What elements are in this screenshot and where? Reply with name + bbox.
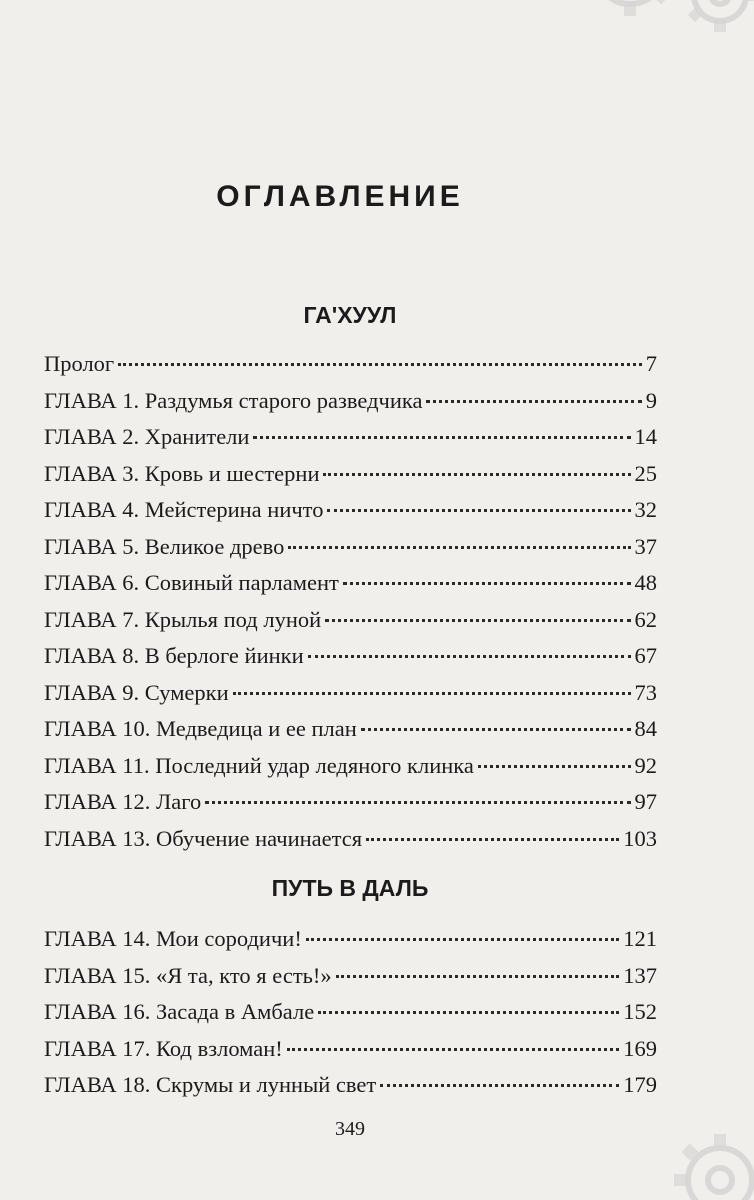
dot-leader [288,546,630,549]
toc-entry[interactable] [44,565,657,602]
dot-leader [233,692,631,695]
toc-entry-page: 92 [634,752,657,778]
toc-entry-label: ГЛАВА 13. Обучение начинается [44,825,363,851]
toc-entry-label: ГЛАВА 7. Крылья под луной [44,606,322,632]
toc-entry[interactable] [44,1067,657,1104]
page-number: 349 [335,1118,365,1140]
corner-gear-top-icon [560,0,754,60]
toc-entry-page: 14 [634,424,657,449]
toc-entry-page: 84 [634,716,657,741]
toc-entry[interactable] [44,675,657,712]
dot-leader [323,473,630,476]
toc-entry-page: 73 [634,679,657,705]
page-title: ОГЛАВЛЕНИЕ [216,180,464,213]
toc-entry[interactable] [44,638,657,675]
dot-leader [287,1048,619,1051]
toc-entry-page: 67 [634,643,657,668]
toc-entry-page: 169 [623,1035,657,1061]
toc-entry[interactable] [44,784,657,821]
dot-leader [343,582,631,585]
toc-entry[interactable] [44,383,657,420]
toc-entry-page: 97 [634,789,657,814]
toc-list [44,921,657,1104]
toc-entry-label: ГЛАВА 15. «Я та, кто я есть!» [44,962,332,988]
toc-entry-label: ГЛАВА 17. Код взломан! [44,1035,283,1061]
dot-leader [318,1011,619,1014]
section-heading: ПУТЬ В ДАЛЬ [271,875,429,901]
dot-leader [361,728,631,731]
toc-entry[interactable] [44,602,657,639]
toc-entry[interactable] [44,748,657,785]
dot-leader [380,1084,619,1087]
dot-leader [306,938,619,941]
toc-entry-label: ГЛАВА 6. Совиный парламент [44,570,339,595]
bleed-through-text [360,88,366,115]
toc-entry[interactable] [44,492,657,529]
toc-entry-page: 137 [623,962,657,988]
toc-entry-label: ГЛАВА 9. Сумерки [44,679,229,705]
toc-entry-label: ГЛАВА 18. Скрумы и лунный свет [44,1072,377,1097]
dot-leader [118,363,642,366]
dot-leader [336,975,620,978]
toc-entry-page: 152 [623,999,657,1024]
toc-entry-label: ГЛАВА 8. В берлоге йинки [44,643,304,668]
toc-entry-page: 37 [634,533,657,559]
toc-entry-page: 9 [645,387,657,413]
toc-entry-page: 25 [634,460,657,486]
toc-entry-label: ГЛАВА 5. Великое древо [44,533,285,559]
dot-leader [327,509,630,512]
dot-leader [426,400,641,403]
toc-entry[interactable] [44,994,657,1031]
toc-entry[interactable] [44,529,657,566]
toc-entry-label: ГЛАВА 12. Лаго [44,789,202,814]
toc-entry-page: 62 [634,606,657,632]
dot-leader [253,436,630,439]
dot-leader [325,619,630,622]
toc-entry[interactable] [44,346,657,383]
toc-entry-label: ГЛАВА 11. Последний удар ледяного клинка [44,752,474,778]
toc-entry-label: Пролог [44,351,115,376]
toc-entry-page: 103 [623,825,657,851]
toc-entry-label: ГЛАВА 4. Мейстерина ничто [44,497,324,522]
toc-entry[interactable] [44,821,657,858]
toc-list [44,346,657,857]
toc-entry-page: 121 [623,926,657,951]
toc-entry[interactable] [44,456,657,493]
dot-leader [308,655,631,658]
toc-entry-label: ГЛАВА 14. Мои сородичи! [44,926,302,951]
dot-leader [366,838,619,841]
toc-entry[interactable] [44,958,657,995]
toc-entry-page: 32 [634,497,657,522]
dot-leader [205,801,630,804]
toc-entry-label: ГЛАВА 16. Засада в Амбале [44,999,315,1024]
dot-leader [478,765,631,768]
toc-entry-page: 7 [645,351,657,376]
toc-entry[interactable] [44,1031,657,1068]
toc-entry-label: ГЛАВА 10. Медведица и ее план [44,716,357,741]
toc-entry-page: 179 [623,1072,657,1097]
toc-entry-label: ГЛАВА 3. Кровь и шестерни [44,460,320,486]
toc-entry[interactable] [44,711,657,748]
toc-entry[interactable] [44,419,657,456]
toc-entry-label: ГЛАВА 1. Раздумья старого разведчика [44,387,423,413]
toc-entry-label: ГЛАВА 2. Хранители [44,424,250,449]
toc-entry-page: 48 [634,570,657,595]
section-heading: ГА'ХУУЛ [303,302,397,328]
toc-entry[interactable] [44,921,657,958]
